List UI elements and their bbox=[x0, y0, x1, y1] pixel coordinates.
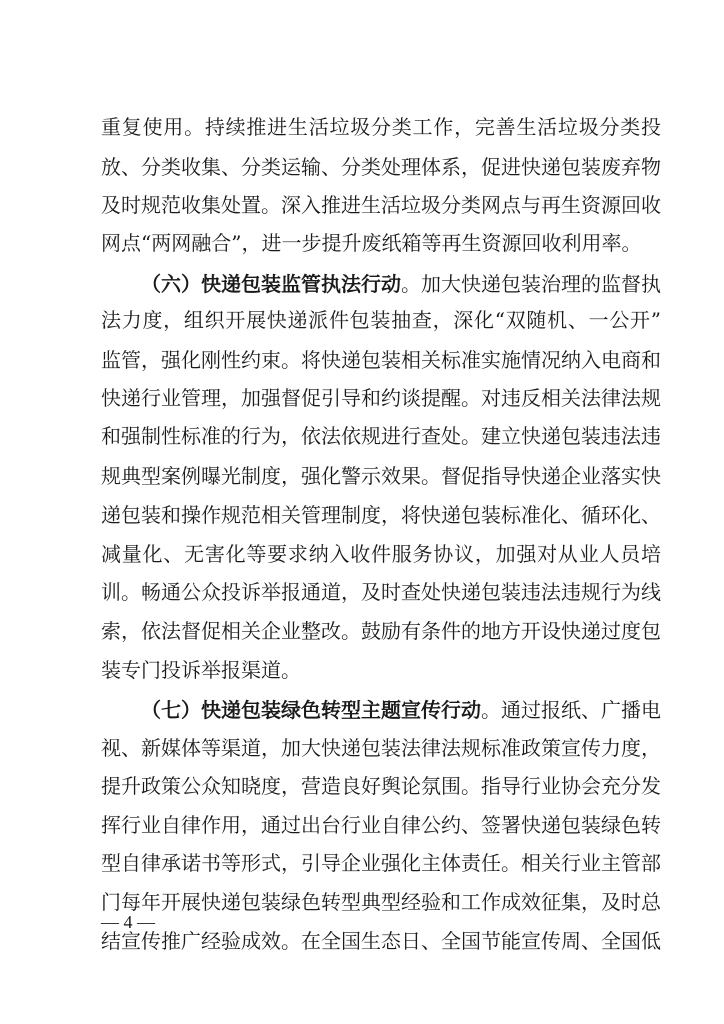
text-run: 索，依法督促相关企业整改。鼓励有条件的地方开设快递过度包 bbox=[101, 619, 661, 643]
text-run: 放、分类收集、分类运输、分类处理体系，促进快递包装废弃物 bbox=[101, 155, 661, 179]
text-run: 门每年开展快递包装绿色转型典型经验和工作成效征集，及时总 bbox=[101, 890, 661, 914]
text-line bbox=[101, 115, 661, 139]
text-line bbox=[101, 736, 661, 760]
text-line bbox=[101, 774, 661, 798]
text-line bbox=[101, 813, 661, 837]
text-line bbox=[101, 464, 661, 488]
text-run: 监管，强化刚性约束。将快递包装相关标准实施情况纳入电商和 bbox=[101, 348, 661, 372]
text-line bbox=[101, 348, 661, 372]
text-line bbox=[101, 658, 661, 682]
text-line bbox=[101, 851, 661, 875]
text-line bbox=[101, 580, 661, 604]
section-heading: （七）快递包装绿色转型主题宣传行动 bbox=[141, 698, 481, 722]
text-line bbox=[101, 193, 661, 217]
text-run: 挥行业自律作用，通过出台行业自律公约、签署快递包装绿色转 bbox=[101, 813, 661, 837]
text-line bbox=[141, 272, 661, 296]
text-run: 网点“两网融合”，进一步提升废纸箱等再生资源回收利用率。 bbox=[101, 231, 642, 255]
text-run: 。加大快递包装治理的监督执 bbox=[401, 272, 661, 296]
text-line bbox=[101, 619, 661, 643]
text-run: 及时规范收集处置。深入推进生活垃圾分类网点与再生资源回收 bbox=[101, 193, 661, 217]
text-run: 和强制性标准的行为，依法依规进行查处。建立快递包装违法违 bbox=[101, 424, 661, 448]
text-line bbox=[101, 155, 661, 179]
text-run: 。通过报纸、广播电 bbox=[481, 698, 661, 722]
text-line bbox=[101, 308, 661, 332]
text-line bbox=[101, 231, 661, 255]
text-line bbox=[101, 386, 661, 410]
text-line bbox=[141, 698, 661, 722]
text-run: 递包装和操作规范相关管理制度，将快递包装标准化、循环化、 bbox=[101, 503, 661, 527]
text-run: 规典型案例曝光制度，强化警示效果。督促指导快递企业落实快 bbox=[101, 464, 661, 488]
text-run: 训。畅通公众投诉举报通道，及时查处快递包装违法违规行为线 bbox=[101, 580, 661, 604]
text-run: 法力度，组织开展快递派件包装抽查，深化“双随机、一公开” bbox=[101, 308, 661, 332]
text-run: 重复使用。持续推进生活垃圾分类工作，完善生活垃圾分类投 bbox=[101, 115, 661, 139]
text-line bbox=[101, 890, 661, 914]
page-number: — 4 — bbox=[101, 912, 155, 932]
text-run: 视、新媒体等渠道，加大快递包装法律法规标准政策宣传力度， bbox=[101, 736, 661, 760]
text-run: 提升政策公众知晓度，营造良好舆论氛围。指导行业协会充分发 bbox=[101, 774, 661, 798]
section-heading: （六）快递包装监管执法行动 bbox=[141, 272, 401, 296]
text-run: 减量化、无害化等要求纳入收件服务协议，加强对从业人员培 bbox=[101, 542, 661, 566]
text-run: 装专门投诉举报渠道。 bbox=[101, 658, 301, 682]
text-line bbox=[101, 503, 661, 527]
text-run: 快递行业管理，加强督促引导和约谈提醒。对违反相关法律法规 bbox=[101, 386, 661, 410]
text-line bbox=[101, 424, 661, 448]
text-line bbox=[101, 542, 661, 566]
text-run: 型自律承诺书等形式，引导企业强化主体责任。相关行业主管部 bbox=[101, 851, 661, 875]
text-line bbox=[101, 929, 661, 953]
text-run: 结宣传推广经验成效。在全国生态日、全国节能宣传周、全国低 bbox=[101, 929, 661, 953]
